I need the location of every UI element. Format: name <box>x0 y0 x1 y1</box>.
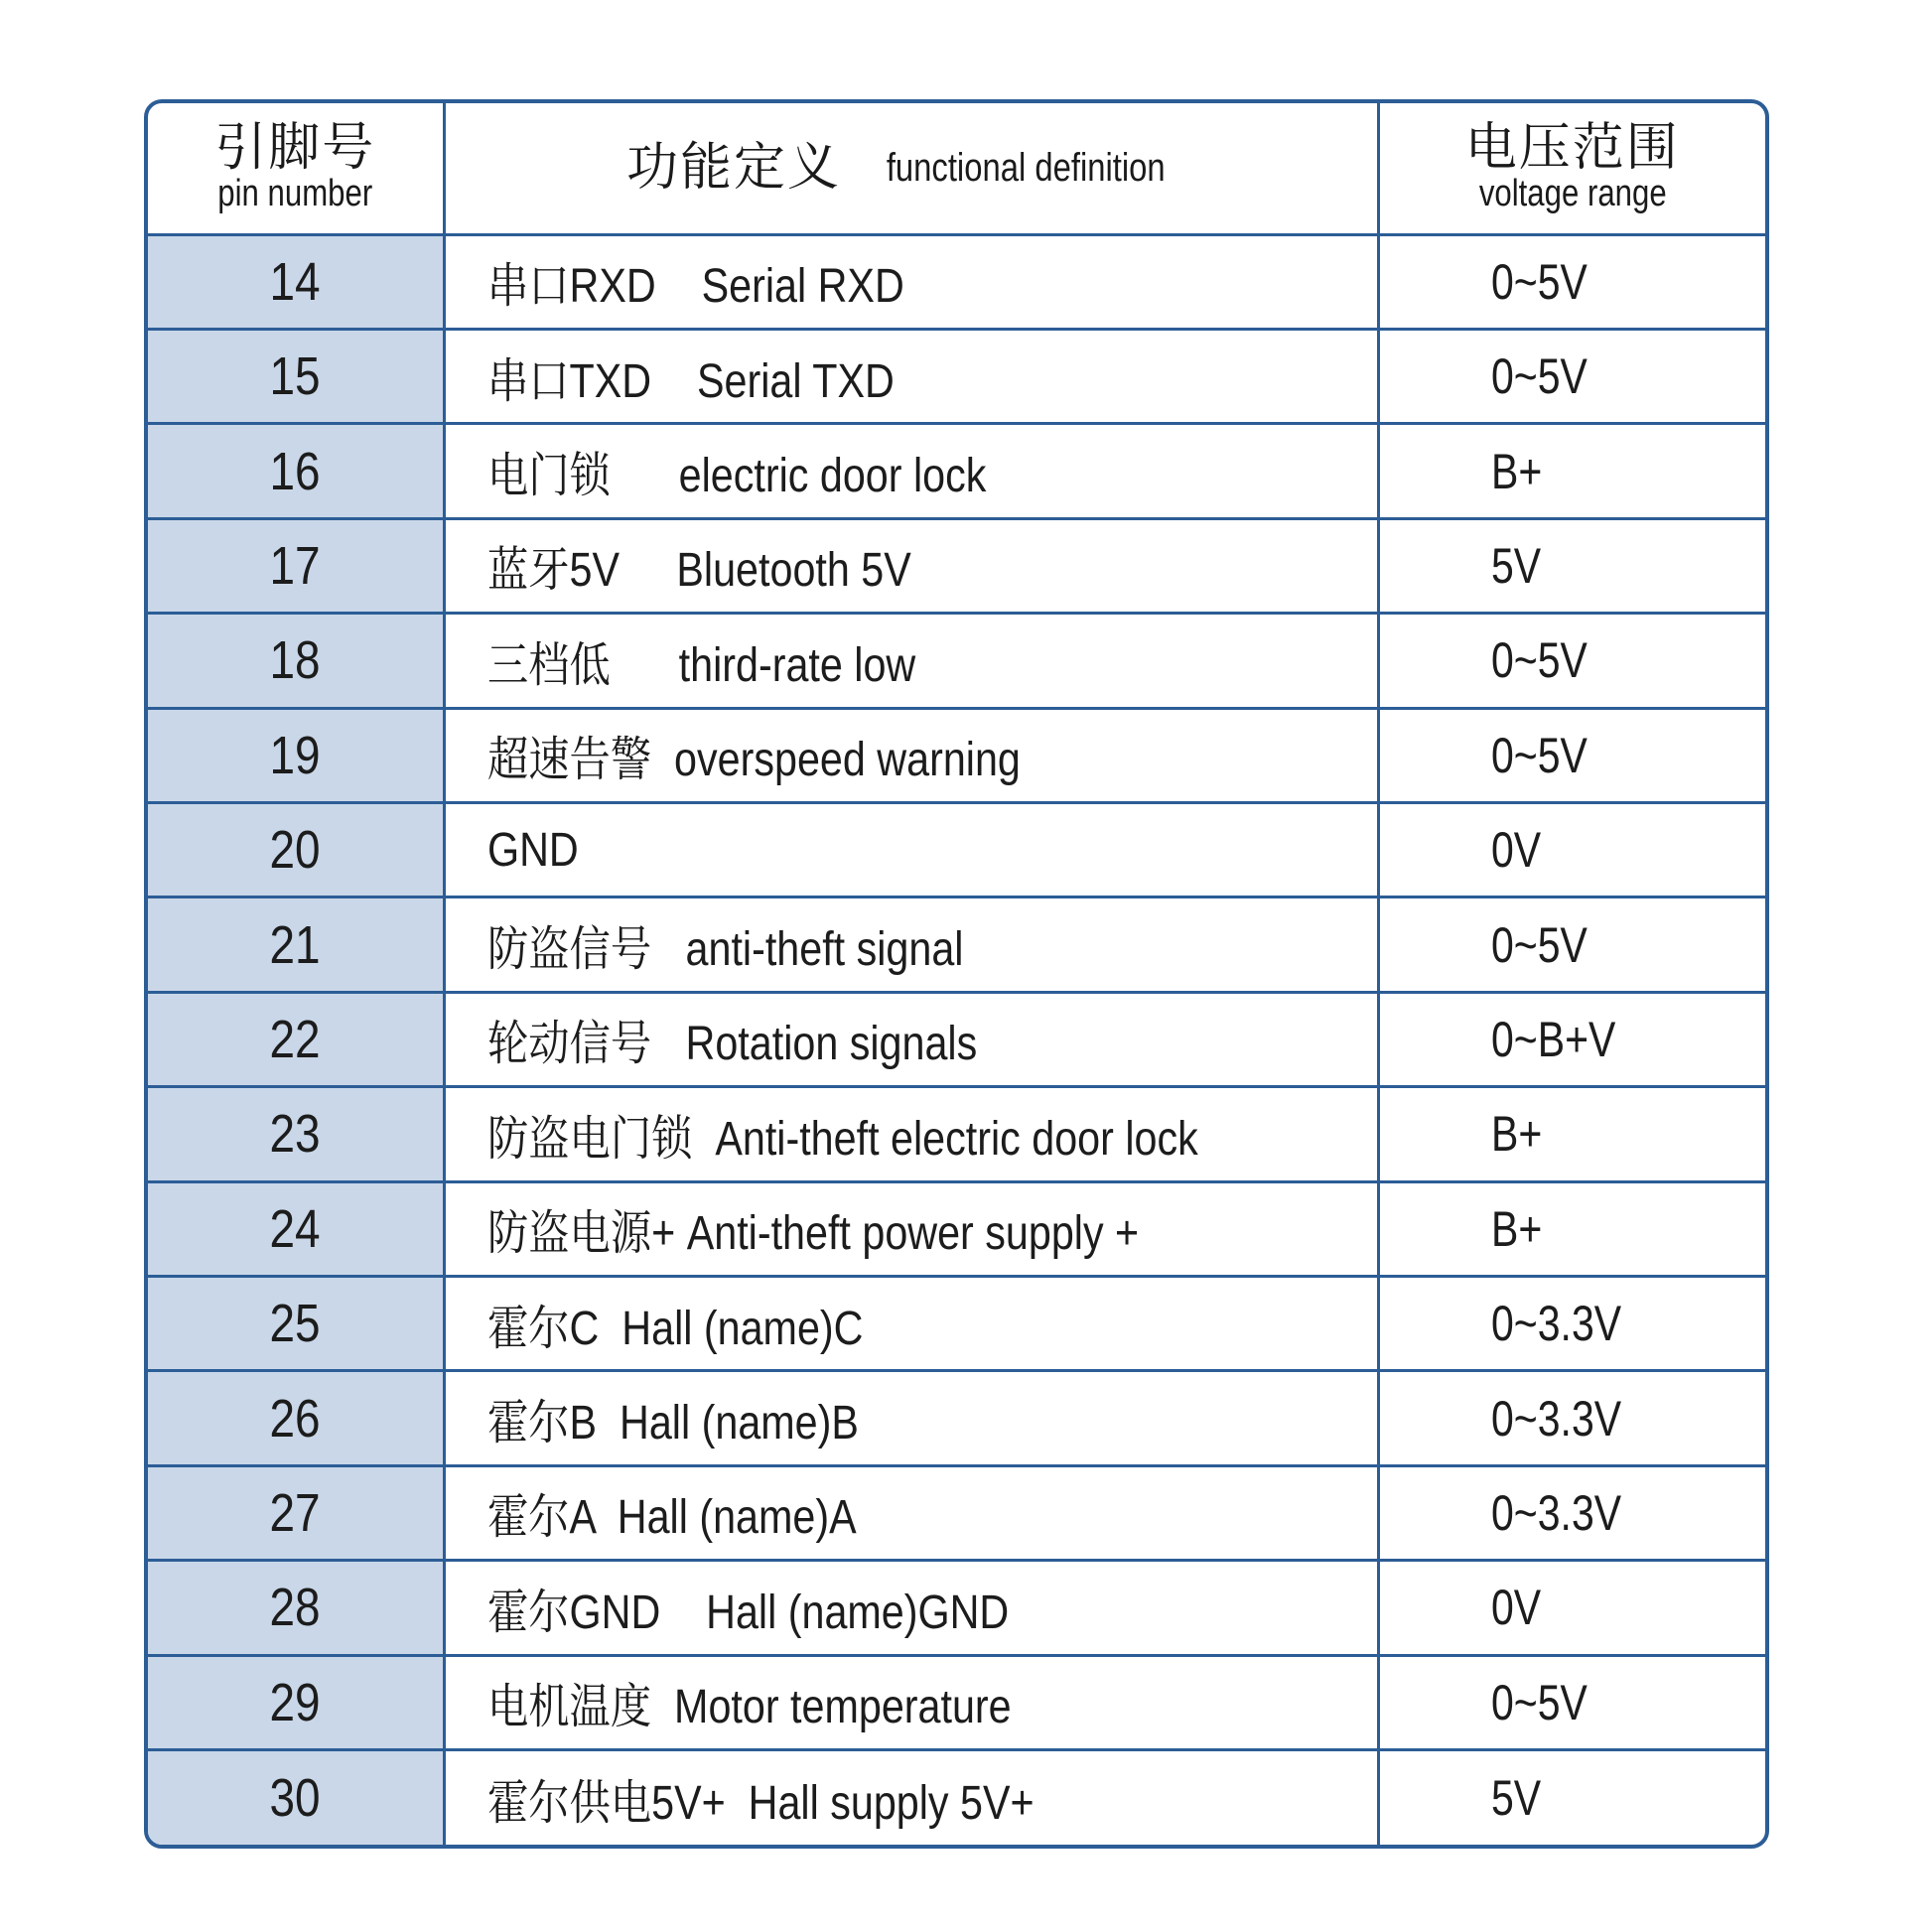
table-row <box>148 234 1765 329</box>
function-text: 三档低 third-rate low <box>486 638 915 692</box>
header-volt-cn: 电压范围 <box>1464 119 1680 178</box>
voltage-cell <box>1378 1371 1765 1465</box>
function-cell <box>444 1087 1378 1181</box>
header-func-cn: 功能定义 <box>626 139 842 198</box>
pin-cell <box>148 1655 444 1749</box>
table-row <box>148 992 1765 1086</box>
voltage-text: 0~5V <box>1490 348 1587 405</box>
table-row <box>148 1750 1765 1846</box>
pin-number: 14 <box>269 251 321 312</box>
pin-cell <box>148 1181 444 1276</box>
pin-cell <box>148 992 444 1086</box>
voltage-cell <box>1378 992 1765 1086</box>
voltage-text: B+ <box>1490 1106 1542 1163</box>
voltage-cell <box>1378 329 1765 423</box>
function-cell <box>444 708 1378 802</box>
pin-cell <box>148 1465 444 1560</box>
pin-number: 17 <box>269 535 321 596</box>
function-text: 蓝牙5V Bluetooth 5V <box>486 544 911 598</box>
function-text: 霍尔A Hall (name)A <box>486 1491 857 1545</box>
table-row <box>148 518 1765 613</box>
voltage-cell <box>1378 1750 1765 1846</box>
function-text: 霍尔C Hall (name)C <box>486 1302 863 1355</box>
table-row <box>148 802 1765 897</box>
voltage-text: 0~5V <box>1490 253 1587 310</box>
header-pin-number <box>148 103 444 234</box>
pin-number: 27 <box>269 1482 321 1543</box>
voltage-text: 0~5V <box>1490 916 1587 973</box>
function-cell <box>444 897 1378 992</box>
function-cell <box>444 992 1378 1086</box>
voltage-text: 0V <box>1490 1580 1541 1636</box>
voltage-cell <box>1378 234 1765 329</box>
pin-number: 22 <box>269 1009 321 1069</box>
pin-number: 30 <box>269 1768 321 1828</box>
pin-number: 18 <box>269 630 321 691</box>
voltage-text: 0~3.3V <box>1490 1484 1621 1541</box>
voltage-text: 0V <box>1490 822 1541 879</box>
table-row <box>148 1371 1765 1465</box>
pin-cell <box>148 1276 444 1370</box>
header-func-en: functional definition <box>886 146 1166 191</box>
voltage-cell <box>1378 1561 1765 1655</box>
pin-cell <box>148 802 444 897</box>
pin-number: 26 <box>269 1388 321 1449</box>
header-row <box>148 103 1765 234</box>
voltage-cell <box>1378 1181 1765 1276</box>
table-row <box>148 708 1765 802</box>
function-text: 轮动信号 Rotation signals <box>486 1018 977 1071</box>
voltage-cell <box>1378 802 1765 897</box>
function-text: 防盗电门锁 Anti-theft electric door lock <box>486 1112 1198 1166</box>
function-text: 电机温度 Motor temperature <box>486 1681 1012 1734</box>
voltage-text: 0~5V <box>1490 632 1587 689</box>
voltage-cell <box>1378 1276 1765 1370</box>
voltage-text: B+ <box>1490 1200 1542 1257</box>
header-volt-en: voltage range <box>1478 173 1667 215</box>
function-cell <box>444 614 1378 708</box>
pin-number: 16 <box>269 441 321 501</box>
voltage-cell <box>1378 708 1765 802</box>
function-text: 超速告警 overspeed warning <box>486 734 1021 787</box>
pin-cell <box>148 897 444 992</box>
pin-number: 15 <box>269 346 321 407</box>
voltage-cell <box>1378 1465 1765 1560</box>
function-text: 霍尔GND Hall (name)GND <box>486 1586 1009 1639</box>
voltage-text: 0~5V <box>1490 1674 1587 1730</box>
function-cell <box>444 1561 1378 1655</box>
voltage-cell <box>1378 1087 1765 1181</box>
voltage-text: 5V <box>1490 1770 1541 1826</box>
voltage-cell <box>1378 1655 1765 1749</box>
function-cell <box>444 1465 1378 1560</box>
pin-cell <box>148 614 444 708</box>
pin-number: 20 <box>269 820 321 881</box>
voltage-cell <box>1378 614 1765 708</box>
function-text: 霍尔供电5V+ Hall supply 5V+ <box>486 1776 1035 1830</box>
table-row <box>148 424 1765 518</box>
voltage-text: 0~3.3V <box>1490 1390 1621 1447</box>
table-row <box>148 1276 1765 1370</box>
table-row <box>148 329 1765 423</box>
pin-cell <box>148 1371 444 1465</box>
voltage-text: 5V <box>1490 537 1541 594</box>
function-text: GND <box>486 823 579 877</box>
pin-number: 23 <box>269 1104 321 1165</box>
function-cell <box>444 1181 1378 1276</box>
table-row <box>148 897 1765 992</box>
pin-definition-table <box>144 99 1769 1849</box>
function-text: 串口RXD Serial RXD <box>486 260 904 314</box>
pin-number: 19 <box>269 725 321 785</box>
pin-cell <box>148 329 444 423</box>
header-pin-cn: 引脚号 <box>214 119 376 178</box>
header-functional-definition <box>444 103 1378 234</box>
table-row <box>148 1655 1765 1749</box>
table-row <box>148 614 1765 708</box>
pin-cell <box>148 518 444 613</box>
function-text: 防盗电源+ Anti-theft power supply + <box>486 1207 1139 1261</box>
voltage-text: 0~5V <box>1490 727 1587 783</box>
pin-cell <box>148 1561 444 1655</box>
pin-cell <box>148 1087 444 1181</box>
function-text: 霍尔B Hall (name)B <box>486 1397 859 1450</box>
table-row <box>148 1181 1765 1276</box>
function-text: 电门锁 electric door lock <box>486 450 986 503</box>
pin-number: 28 <box>269 1578 321 1638</box>
function-cell <box>444 802 1378 897</box>
pin-cell <box>148 1750 444 1846</box>
table-row <box>148 1561 1765 1655</box>
function-cell <box>444 1276 1378 1370</box>
pin-cell <box>148 708 444 802</box>
pin-number: 24 <box>269 1198 321 1259</box>
function-text: 防盗信号 anti-theft signal <box>486 923 963 977</box>
voltage-cell <box>1378 518 1765 613</box>
pin-number: 25 <box>269 1294 321 1354</box>
header-voltage-range <box>1378 103 1765 234</box>
function-cell <box>444 1371 1378 1465</box>
pin-cell <box>148 234 444 329</box>
function-cell <box>444 1750 1378 1846</box>
header-pin-en: pin number <box>217 173 373 215</box>
voltage-cell <box>1378 424 1765 518</box>
function-cell <box>444 518 1378 613</box>
table-row <box>148 1087 1765 1181</box>
voltage-text: 0~B+V <box>1490 1011 1615 1067</box>
voltage-text: 0~3.3V <box>1490 1296 1621 1352</box>
function-cell <box>444 234 1378 329</box>
voltage-text: B+ <box>1490 443 1542 499</box>
function-cell <box>444 424 1378 518</box>
function-cell <box>444 1655 1378 1749</box>
pin-table <box>148 103 1765 1845</box>
function-cell <box>444 329 1378 423</box>
pin-cell <box>148 424 444 518</box>
function-text: 串口TXD Serial TXD <box>486 354 895 408</box>
pin-number: 29 <box>269 1672 321 1732</box>
table-row <box>148 1465 1765 1560</box>
voltage-cell <box>1378 897 1765 992</box>
pin-number: 21 <box>269 914 321 975</box>
